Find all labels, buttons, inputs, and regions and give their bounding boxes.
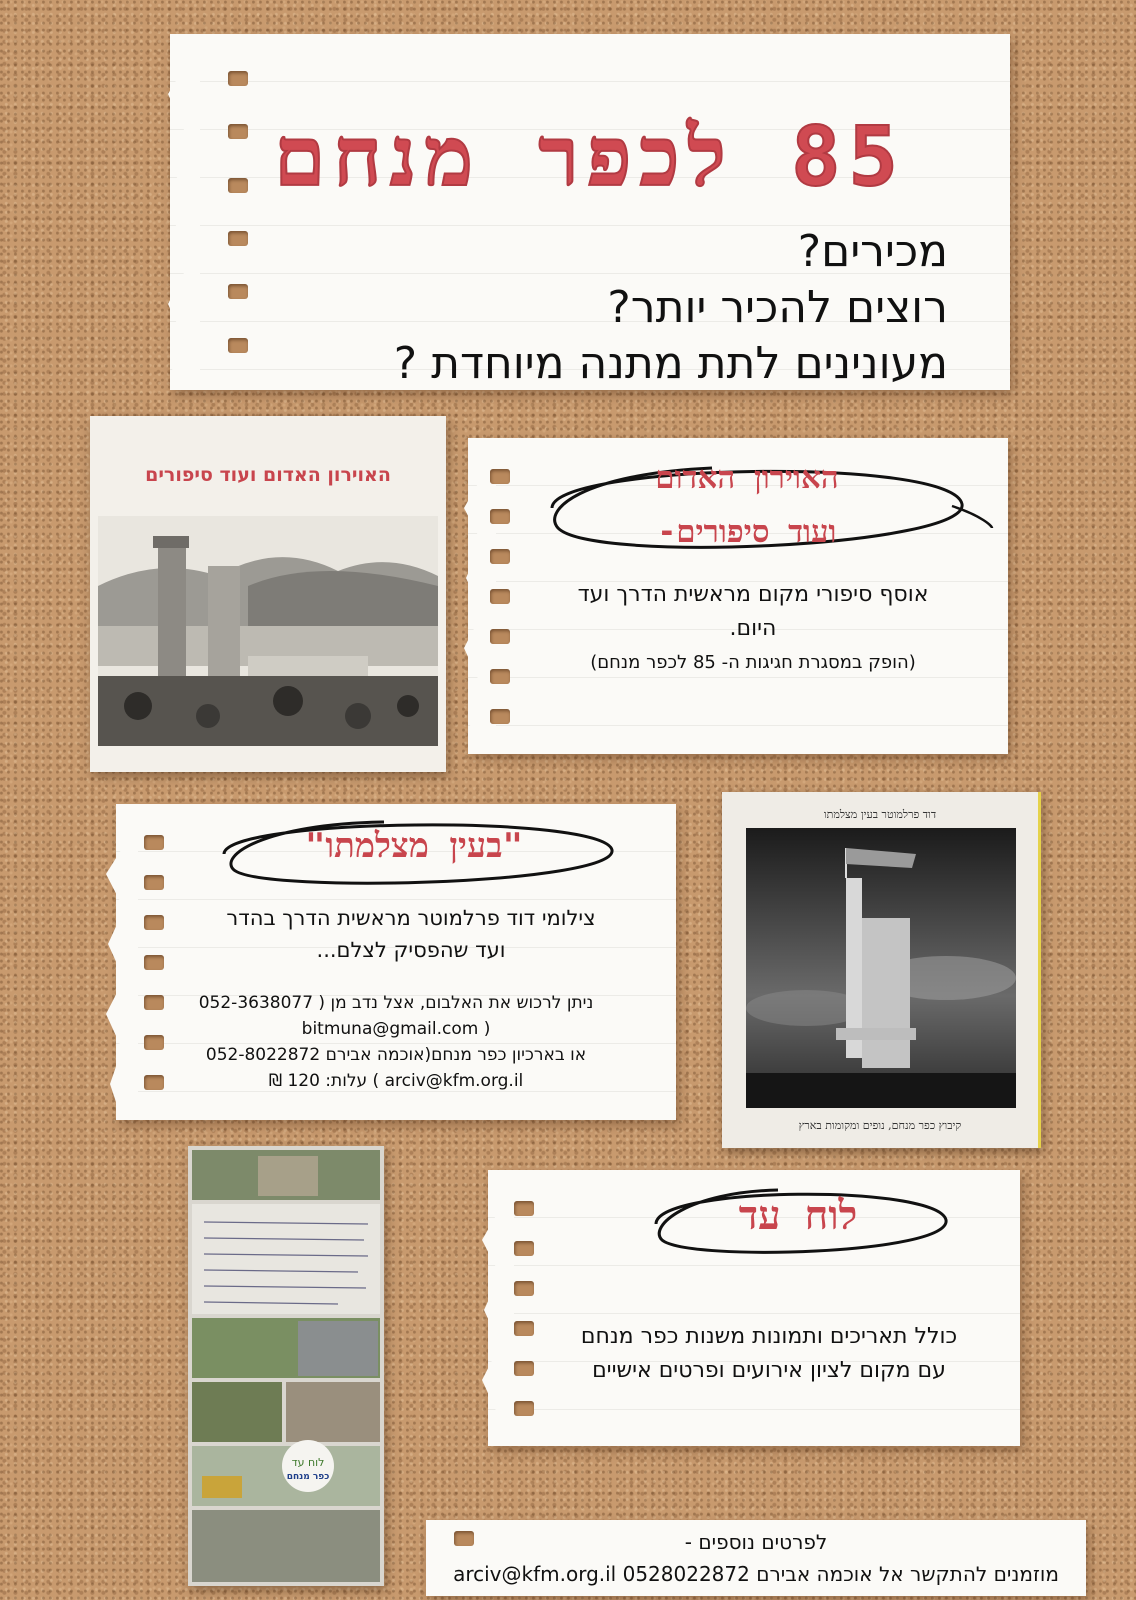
intro-line-1: מכירים? <box>797 226 948 277</box>
book2-purchase-info <box>152 990 640 1094</box>
book2-note <box>116 804 676 1120</box>
intro-line-2: רוצים להכיר יותר? <box>607 282 948 333</box>
book1-cover-title: האוירון האדום ועוד סיפורים <box>145 464 391 486</box>
footer-line2: מוזמנים להתקשר אל אוכמה אבירם 0528022872 arciv@kfm.org.il <box>453 1562 1059 1586</box>
book1-cover-image <box>90 416 446 772</box>
book1-heading-line1: האוירון האדום <box>655 460 839 496</box>
calendar-image <box>188 1146 384 1586</box>
book1-heading-line2: ועוד סיפורים- <box>657 514 837 550</box>
book2-buy-line4: arciv@kfm.org.il ) עלות: 120 ₪ <box>268 1071 524 1091</box>
footer-note <box>426 1520 1086 1596</box>
book2-heading-text: "בעין מצלמתו" <box>304 826 524 866</box>
book2-heading <box>204 810 624 890</box>
book1-heading <box>512 446 982 566</box>
intro-questions <box>394 224 948 392</box>
calendar-collage <box>188 1146 384 1586</box>
book1-cover-illustration <box>98 516 438 746</box>
book2-buy-line3: או בארכיון כפר מנחם(אוכמה אבירם 052-8022872 <box>205 1045 587 1065</box>
calendar-heading-text: לוח עד <box>738 1193 858 1239</box>
torn-edge <box>102 804 138 1120</box>
book2-cover-photo <box>746 828 1016 1108</box>
book1-note <box>468 438 1008 754</box>
book2-cover-top-text: דוד פרלמוטר בעין מצלמתו <box>823 808 937 821</box>
book2-buy-line2: ( bitmuna@gmail.com <box>301 1019 491 1039</box>
book1-desc-line1: אוסף סיפורי מקום מראשית הדרך ועד <box>577 582 929 607</box>
book2-cover-image <box>722 792 1041 1148</box>
calendar-desc-line2: עם מקום לציון אירועים ופרטים אישיים <box>592 1358 946 1383</box>
footer-text <box>442 1526 1070 1590</box>
page-title: 85 לכפר מנחם <box>274 110 906 205</box>
torn-edge <box>164 34 200 390</box>
book1-desc-line2: היום. <box>729 616 777 641</box>
book2-desc-line1: צילומי דוד פרלמוטר מראשית הדרך בהדר <box>226 906 596 930</box>
book2-buy-line1: ניתן לרכוש את האלבום, אצל נדב מן ( 052-3638077 <box>198 993 594 1013</box>
footer-line1: לפרטים נוספים - <box>684 1530 828 1554</box>
book2-description <box>156 902 666 966</box>
calendar-logo-sub: כפר מנחם <box>286 1472 330 1482</box>
calendar-heading <box>638 1178 958 1258</box>
book1-description <box>508 578 998 680</box>
calendar-desc-line1: כולל תאריכים ותמונות משנות כפר מנחם <box>580 1324 958 1349</box>
book2-cover-bottom-text: קיבוץ כפר מנחם, נופים ומקומות בארץ <box>798 1119 962 1132</box>
binder-holes <box>222 52 248 372</box>
calendar-description <box>528 1320 1010 1388</box>
book1-desc-line3: (הופק במסגרת חגיגות ה- 85 לכפר מנחם) <box>590 652 916 673</box>
book2-desc-line2: ועד שהפסיק לצלם... <box>316 938 506 962</box>
binder-holes <box>508 1188 534 1428</box>
calendar-note <box>488 1170 1020 1446</box>
header-note <box>170 34 1010 390</box>
calendar-logo-text: לוח עד <box>291 1456 325 1469</box>
binder-holes <box>484 456 510 736</box>
intro-line-3: מעונינים לתת מתנה מיוחדת ? <box>393 338 948 389</box>
